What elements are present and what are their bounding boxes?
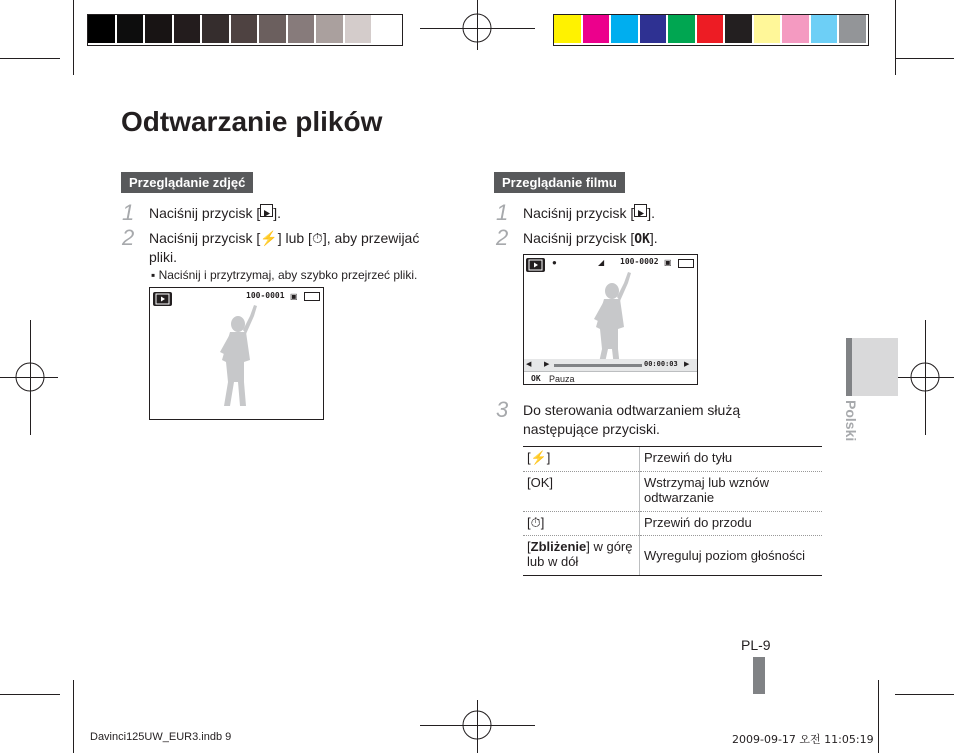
- step-text: Naciśnij przycisk [ ].: [149, 205, 282, 221]
- button-hint-bar: [524, 371, 697, 385]
- color-swatch: [145, 15, 172, 43]
- play-mode-icon: [526, 258, 545, 272]
- flash-icon: ⚡: [260, 230, 278, 246]
- card-icon: ▣: [664, 258, 672, 267]
- file-counter: 100-0002: [620, 257, 659, 266]
- table-key: [OK]: [523, 471, 640, 511]
- step-text: Naciśnij przycisk [⚡] lub [⏱], aby przewijać pliki.: [149, 230, 420, 265]
- playback-bar: [524, 359, 697, 371]
- table-desc: Przewiń do tyłu: [640, 447, 823, 471]
- step-text: Do sterowania odtwarzaniem służą następujące przyciski.: [523, 402, 741, 437]
- table-desc: Wyreguluj poziom głośności: [644, 547, 806, 563]
- forward-icon: ▶: [684, 361, 690, 368]
- person-silhouette: [584, 269, 634, 369]
- table-key: [⏱]: [523, 511, 640, 535]
- step-text: Naciśnij przycisk [ ].: [523, 205, 656, 221]
- step-number: 2: [122, 225, 135, 250]
- timer-icon: ⏱: [311, 230, 323, 246]
- color-swatch: [174, 15, 201, 43]
- step-number: 3: [496, 397, 509, 422]
- step-number: 1: [122, 200, 135, 225]
- color-swatch: [611, 15, 638, 43]
- section-header: Przeglądanie filmu: [494, 172, 625, 193]
- controls-table: [523, 446, 822, 576]
- side-tab-marker: [846, 338, 852, 396]
- card-icon: ▣: [290, 292, 298, 301]
- rewind-icon: ◀: [526, 361, 532, 368]
- ok-label: OK: [531, 374, 541, 383]
- color-swatch: [88, 15, 115, 43]
- color-swatch: [288, 15, 315, 43]
- color-swatch: [668, 15, 695, 43]
- language-label: Polski: [843, 400, 859, 442]
- color-swatch: [725, 15, 752, 43]
- footer-timestamp: 2009-09-17 오전 11:05:19: [732, 733, 874, 746]
- elapsed-time: 00:00:03: [644, 360, 678, 368]
- color-swatch: [697, 15, 724, 43]
- color-swatch: [811, 15, 838, 43]
- color-swatch: [754, 15, 781, 43]
- page-title: Odtwarzanie plików: [121, 106, 383, 137]
- table-key: [⚡]: [523, 447, 640, 471]
- step-number: 2: [496, 225, 509, 250]
- color-swatch: [373, 15, 400, 43]
- table-key: [Zbliżenie] w górę lub w dół: [523, 535, 640, 575]
- table-desc: Wstrzymaj lub wznów odtwarzanie: [640, 471, 823, 511]
- battery-icon: [304, 292, 320, 301]
- play-icon: [260, 204, 273, 217]
- page-marker: [753, 657, 765, 694]
- color-swatch: [202, 15, 229, 43]
- file-counter: 100-0001: [246, 291, 285, 300]
- color-bar: [553, 14, 869, 46]
- progress-bar: [554, 364, 642, 367]
- play-icon: [634, 204, 647, 217]
- color-swatch: [839, 15, 866, 43]
- color-swatch: [583, 15, 610, 43]
- color-swatch: [117, 15, 144, 43]
- play-mode-icon: [153, 292, 172, 306]
- step-text: Naciśnij przycisk [OK].: [523, 230, 658, 247]
- camera-screen: [523, 254, 698, 385]
- table-desc: Przewiń do przodu: [640, 511, 823, 535]
- color-swatch: [345, 15, 372, 43]
- camera-screen: [149, 287, 324, 420]
- ok-label: OK: [634, 232, 650, 247]
- grayscale-bar: [87, 14, 403, 46]
- person-silhouette: [210, 302, 260, 410]
- page-number: PL-9: [741, 637, 771, 653]
- volume-icon: ◢: [598, 258, 605, 267]
- color-swatch: [782, 15, 809, 43]
- side-tab: [846, 338, 898, 396]
- section-header: Przeglądanie zdjęć: [121, 172, 253, 193]
- pause-label: Pauza: [549, 374, 575, 384]
- play-icon: ▶: [544, 361, 550, 368]
- movie-icon: ●: [552, 258, 557, 267]
- color-swatch: [554, 15, 581, 43]
- footer-filename: Davinci125UW_EUR3.indb 9: [90, 731, 232, 743]
- bullet-note: ▪ Naciśnij i przytrzymaj, aby szybko przejrzeć pliki.: [151, 268, 418, 282]
- step-number: 1: [496, 200, 509, 225]
- color-swatch: [231, 15, 258, 43]
- color-swatch: [259, 15, 286, 43]
- battery-icon: [678, 259, 694, 268]
- color-swatch: [316, 15, 343, 43]
- color-swatch: [640, 15, 667, 43]
